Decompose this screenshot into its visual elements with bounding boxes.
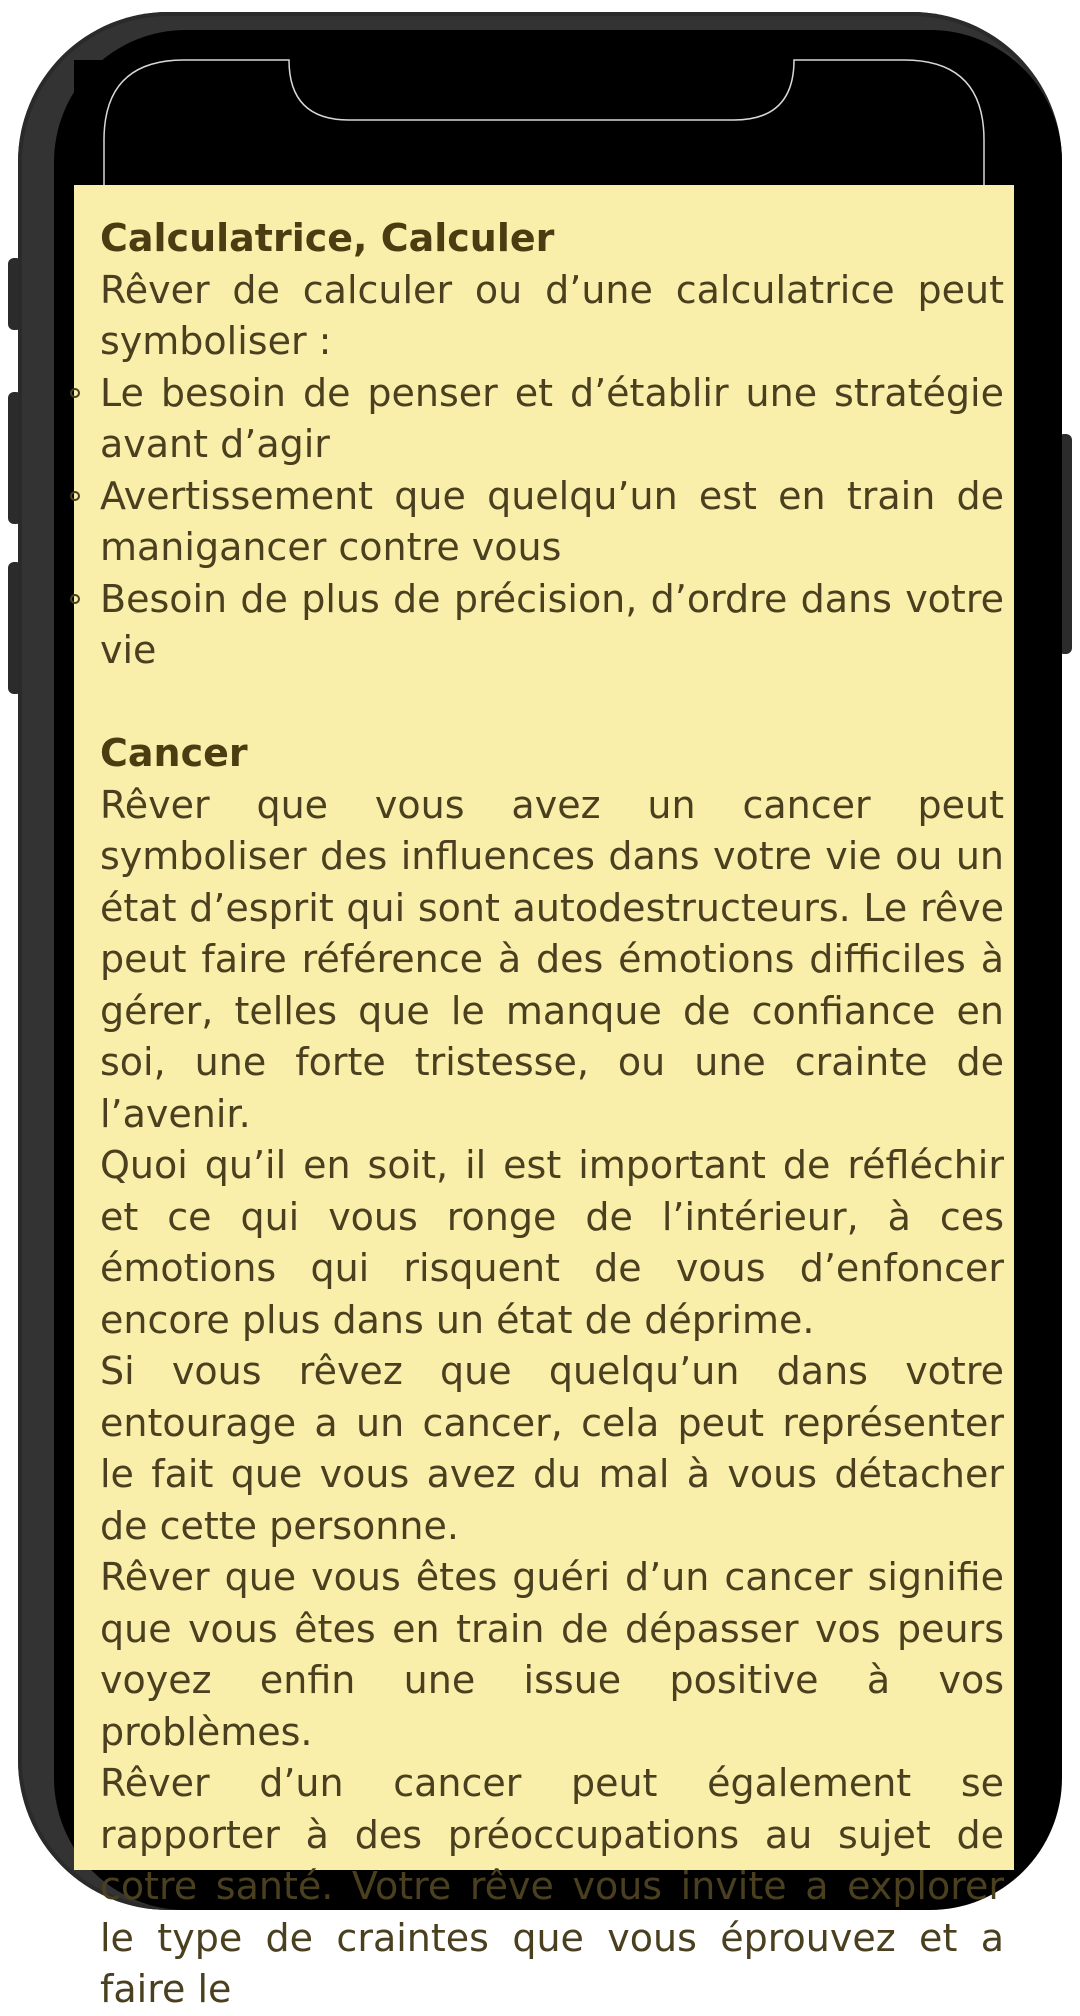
status-bar-area [74,60,1014,185]
article-body [100,213,1004,2016]
list-item: Le besoin de penser et d’établir une stratégie avant d’agir [100,368,1004,471]
bullet-list [100,368,1004,677]
section-title: Cancer [100,731,248,775]
dream-dictionary-content[interactable] [74,185,1014,2011]
list-item: Avertissement que quelqu’un est en train de manigancer contre vous [100,471,1004,574]
list-item: Besoin de plus de précision, d’ordre dans votre vie [100,574,1004,677]
phone-screen [74,60,1014,2011]
section-intro: Rêver de calculer ou d’une calculatrice peut symboliser : [100,267,1004,363]
paragraph: Rêver que vous avez un cancer peut symboliser des influences dans votre vie ou un état d’esprit qui sont autodestructeurs. Le rêve peut faire référence à des émotions difficiles à gérer, telles que le manque de confiance en soi, une forte tristesse, ou une crainte de l’avenir. [100,782,1004,1136]
paragraph: Rêver d’un cancer peut également se rapporter à des préoccupations au sujet de cotre santé. Votre rêve vous invite a explorer le type de craintes que vous éprouvez et a faire le [100,1761,1004,2011]
section-spacer [100,677,1004,729]
section-cancer [100,728,1004,2016]
paragraph: Si vous rêvez que quelqu’un dans votre entourage a un cancer, cela peut représenter le fait que vous avez du mal à vous détacher de cette personne. [100,1349,1004,1548]
section-title: Calculatrice, Calculer [100,216,555,260]
section-calculatrice [100,213,1004,677]
paragraph: Quoi qu’il en soit, il est important de réfléchir et ce qui vous ronge de l’intérieur, à ces émotions qui risquent de vous d’enfoncer encore plus dans un état de déprime. [100,1143,1004,1342]
paragraph: Rêver que vous êtes guéri d’un cancer signifie que vous êtes en train de dépasser vos peurs voyez enfin une issue positive à vos problèmes. [100,1555,1004,1754]
